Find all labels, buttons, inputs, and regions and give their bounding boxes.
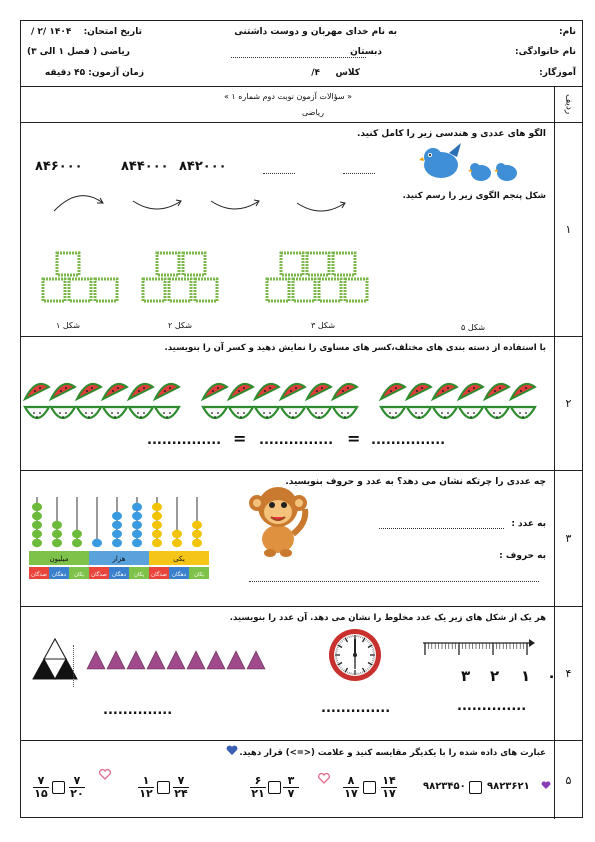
exam-page — [20, 20, 583, 818]
frame-square — [57, 253, 79, 275]
watermelon-slice — [51, 407, 75, 418]
watermelon-slice — [433, 407, 457, 418]
exam-header — [21, 21, 582, 87]
abacus-place-label: یکان — [193, 572, 205, 578]
question-prompt: هر یک از شکل های زیر یک عدد مخلوط را نشان می دهد. آن عدد را بنویسید. — [229, 613, 546, 623]
abacus-bead — [152, 503, 162, 511]
sequence-number: ۸۴۴۰۰۰ — [121, 159, 169, 174]
heart-icon — [99, 769, 111, 780]
watermelon-slice — [307, 407, 331, 418]
frame-square — [157, 253, 179, 275]
abacus-bead — [152, 521, 162, 529]
watermelon-slice — [381, 384, 405, 399]
abacus-group-label: میلیون — [49, 555, 69, 563]
compare-number: ۹۸۲۳۴۵۰ — [423, 781, 466, 792]
abacus-bead — [52, 521, 62, 529]
watermelon-slice — [203, 407, 227, 418]
shape-label: شکل ۵ — [461, 323, 486, 332]
purple-triangle — [107, 651, 125, 669]
watermelon-slice — [77, 384, 101, 399]
frame-square — [43, 279, 65, 301]
compare-box[interactable] — [469, 781, 482, 794]
abacus-bead — [152, 539, 162, 547]
watermelon-slice — [255, 384, 279, 399]
abacus-place-label: صدگان — [91, 572, 107, 578]
heart-icon — [318, 773, 330, 784]
purple-triangle — [87, 651, 105, 669]
shape-label: شکل ۳ — [311, 321, 336, 330]
subject-scope: ریاضی ( فصل ۱ الی ۳) — [26, 47, 130, 57]
exam-date-label: تاریخ امتحان: — [83, 27, 142, 37]
frame-square — [293, 279, 315, 301]
abacus-place-label: صدگان — [31, 572, 47, 578]
mixed-number-blank[interactable]: .............. — [321, 701, 391, 716]
ruler-tick-label: ۳ — [461, 667, 471, 685]
question-number: ۵ — [554, 741, 582, 819]
heart-icon — [226, 745, 238, 756]
letters-label: به حروف : — [499, 551, 546, 561]
frame-square — [281, 253, 303, 275]
watermelon-slice — [485, 407, 509, 418]
purple-triangles — [87, 649, 277, 671]
abacus-place-label: دهگان — [111, 572, 127, 578]
watermelon-slice — [333, 407, 357, 418]
exam-subject: ریاضی — [302, 108, 324, 117]
abacus-bead — [192, 530, 202, 538]
watermelon-slice — [103, 407, 127, 418]
abacus-bead — [52, 530, 62, 538]
question-number: ۲ — [554, 337, 582, 470]
compare-box[interactable] — [52, 781, 65, 794]
purple-triangle — [207, 651, 225, 669]
frame-square — [143, 279, 165, 301]
fraction-answer-blank[interactable]: ............... — [259, 433, 334, 448]
question-1 — [21, 123, 582, 337]
fraction: ۱۴ ۱۷ — [382, 774, 396, 800]
abacus-place-label: صدگان — [151, 572, 167, 578]
watermelon-slice — [281, 384, 305, 399]
watermelon-slice — [25, 407, 49, 418]
abacus-bead — [192, 539, 202, 547]
sub-prompt: شکل پنجم الگوی زیر را رسم کنید. — [402, 191, 546, 201]
abacus-bead — [92, 539, 102, 547]
letters-answer-field[interactable] — [249, 581, 539, 582]
watermelon-slice — [229, 384, 253, 399]
fraction-answer-blank[interactable]: ............... — [147, 433, 222, 448]
abacus-bead — [132, 512, 142, 520]
watermelon-slice — [25, 384, 49, 399]
question-prompt: با استفاده از دسته بندی های مختلف،کسر های مساوی را نمایش دهید و کسر آن را بنویسید. — [164, 343, 546, 353]
abacus-bead — [132, 539, 142, 547]
exam-duration: زمان آزمون: ۴۵ دقیقه — [44, 68, 144, 78]
frame-square — [69, 279, 91, 301]
purple-triangle — [227, 651, 245, 669]
frame-square — [169, 279, 191, 301]
watermelon-slice — [459, 384, 483, 399]
name-label: نام: — [559, 27, 576, 37]
watermelon-slice — [511, 384, 535, 399]
abacus-bead — [52, 539, 62, 547]
frame-square — [345, 279, 367, 301]
frame-square — [319, 279, 341, 301]
school-label: دبستان — [350, 47, 382, 57]
greeting: به نام خدای مهربان و دوست داشتنی — [234, 27, 397, 37]
teacher-label: آموزگار: — [539, 68, 576, 78]
watermelon-slice — [307, 384, 331, 399]
compare-number: ۹۸۲۳۶۲۱ — [487, 781, 530, 792]
divider — [73, 645, 74, 687]
abacus-bead — [32, 503, 42, 511]
purple-triangle — [187, 651, 205, 669]
fraction: ۳ ۷ — [283, 775, 299, 800]
watermelon-slice — [281, 407, 305, 418]
watermelon-slice — [511, 407, 535, 418]
mixed-number-blank[interactable]: .............. — [457, 699, 527, 714]
shape-label: شکل ۲ — [168, 321, 193, 330]
ruler-tick-label: ۰ — [547, 667, 557, 685]
watermelon-slice — [255, 407, 279, 418]
abacus-bead — [172, 530, 182, 538]
frame-square — [307, 253, 329, 275]
watermelon-slice — [103, 384, 127, 399]
question-prompt: چه عددی را چرتکه نشان می دهد؟ به عدد و حروف بنویسید. — [285, 477, 546, 487]
row-column-header: ردیف — [554, 87, 582, 122]
fraction: ۸ ۱۷ — [344, 774, 358, 800]
abacus-bead — [112, 512, 122, 520]
abacus-bead — [132, 521, 142, 529]
abacus-bead — [112, 539, 122, 547]
sequence-number: ۸۴۲۰۰۰ — [179, 159, 227, 174]
class-value: ۴/ — [311, 68, 320, 78]
abacus-bead — [72, 539, 82, 547]
ruler-tick-label: ۱ — [521, 667, 531, 685]
abacus-bead — [172, 539, 182, 547]
sequence-number: ۸۴۶۰۰۰ — [35, 159, 83, 174]
abacus-bead — [112, 521, 122, 529]
abacus-place-label: یکان — [73, 572, 85, 578]
triangle-grid-shape — [31, 637, 79, 683]
abacus-place-label: دهگان — [51, 572, 67, 578]
question-2 — [21, 337, 582, 471]
watermelon-slice — [381, 407, 405, 418]
watermelon-slice — [129, 384, 153, 399]
abacus-bead — [132, 503, 142, 511]
question-prompt: الگو های عددی و هندسی زیر را کامل کنید. — [357, 129, 546, 139]
abacus-bead — [32, 521, 42, 529]
fraction: ۷ ۱۵ — [34, 774, 48, 800]
purple-triangle — [247, 651, 265, 669]
compare-box[interactable] — [363, 781, 376, 794]
question-4 — [21, 607, 582, 741]
fraction: ۱ ۱۲ — [139, 774, 153, 800]
equals-sign: = — [233, 429, 247, 448]
watermelon-slice — [155, 407, 179, 418]
frame-square — [267, 279, 289, 301]
question-prompt: عبارت های داده شده را با یکدیگر مقایسه کنید و علامت (<=>) قرار دهید. — [239, 748, 546, 758]
abacus-bead — [132, 530, 142, 538]
school-field[interactable] — [231, 57, 366, 58]
watermelon-slice — [51, 384, 75, 399]
frame-square — [195, 279, 217, 301]
family-label: نام خانوادگی: — [514, 47, 576, 57]
mixed-number-blank[interactable]: .............. — [103, 703, 173, 718]
watermelon-slice — [229, 407, 253, 418]
question-number: ۴ — [554, 607, 582, 740]
table-header-row — [21, 87, 582, 123]
watermelon-slice — [203, 384, 227, 399]
compare-box[interactable] — [268, 781, 281, 794]
pattern-shapes — [21, 123, 441, 337]
clock-icon — [327, 627, 383, 683]
number-line-ruler — [421, 633, 536, 683]
number-label: به عدد : — [511, 519, 546, 529]
watermelon-slice — [77, 407, 101, 418]
abacus — [29, 491, 219, 606]
watermelon-slice — [433, 384, 457, 399]
frame-square — [183, 253, 205, 275]
abacus-bead — [152, 512, 162, 520]
watermelon-slice — [459, 407, 483, 418]
fraction: ۷ ۲۴ — [174, 774, 188, 800]
abacus-bead — [112, 530, 122, 538]
fraction-answer-blank[interactable]: ............... — [371, 433, 446, 448]
abacus-place-label: دهگان — [171, 572, 187, 578]
frame-square — [333, 253, 355, 275]
number-answer-field[interactable] — [379, 528, 504, 529]
equals-sign: = — [347, 429, 361, 448]
shape-label: شکل ۱ — [56, 321, 81, 330]
abacus-bead — [32, 512, 42, 520]
abacus-bead — [192, 521, 202, 529]
fraction: ۶ ۲۱ — [251, 774, 265, 800]
purple-triangle — [147, 651, 165, 669]
question-3 — [21, 471, 582, 607]
exam-date-value: / ۲/ ۱۴۰۴ — [31, 27, 72, 37]
watermelon-slice — [485, 384, 509, 399]
compare-box[interactable] — [157, 781, 170, 794]
frame-square — [95, 279, 117, 301]
purple-triangle — [127, 651, 145, 669]
exam-title: « سؤالات آزمون نوبت دوم شماره ۱ » — [223, 92, 352, 101]
heart-icon — [541, 781, 551, 790]
abacus-group-label: هزار — [112, 555, 126, 563]
abacus-place-label: یکان — [133, 572, 145, 578]
fraction: ۷ ۲۰ — [70, 774, 84, 800]
ruler-tick-label: ۲ — [490, 667, 500, 685]
watermelon-slice — [129, 407, 153, 418]
abacus-bead — [152, 530, 162, 538]
watermelon-slice — [407, 384, 431, 399]
watermelon-groups — [21, 337, 556, 471]
abacus-bead — [72, 530, 82, 538]
abacus-group-label: یکی — [173, 555, 185, 563]
question-number: ۱ — [554, 123, 582, 336]
question-5 — [21, 741, 582, 819]
monkey-icon — [243, 479, 313, 559]
watermelon-slice — [407, 407, 431, 418]
abacus-bead — [32, 530, 42, 538]
question-number: ۳ — [554, 471, 582, 606]
watermelon-slice — [333, 384, 357, 399]
class-label: کلاس — [335, 68, 360, 78]
watermelon-slice — [155, 384, 179, 399]
purple-triangle — [167, 651, 185, 669]
abacus-bead — [32, 539, 42, 547]
